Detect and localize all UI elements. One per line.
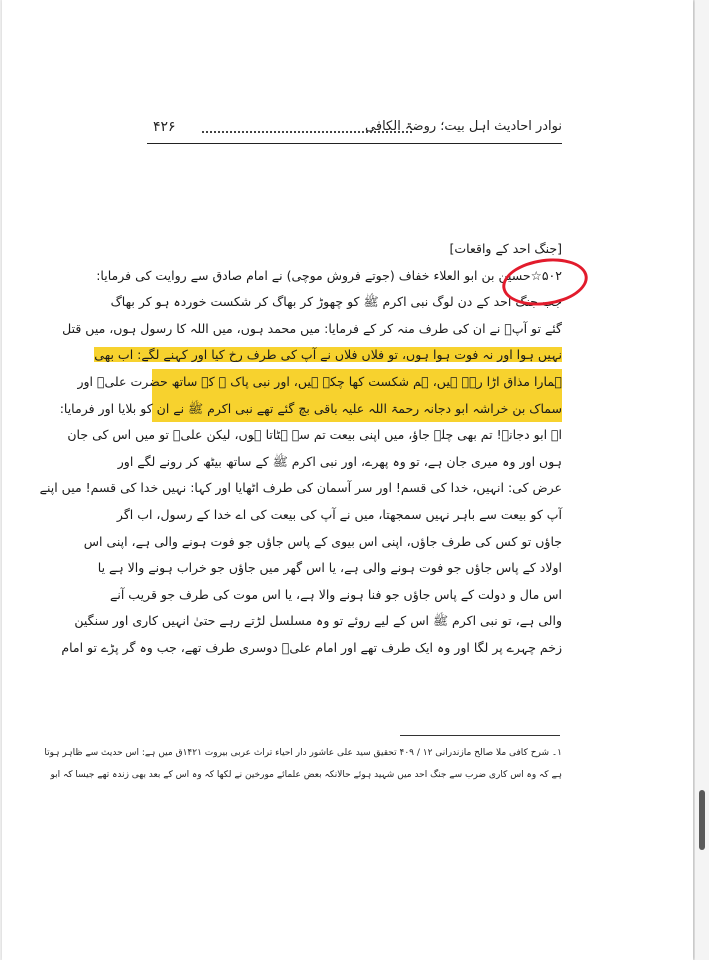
text-line: والی ہے، تو نبی اکرم ﷺ اس کے لیے روئے تو وہ مسلسل لڑتے رہے حتیٰ انہیں کاری اور سنگین <box>74 613 562 629</box>
text-line: عرض کی: انہیں، خدا کی قسم! اور سر آسمان کی طرف اٹھایا اور کہا: نہیں خدا کی قسم! میں اپنے <box>39 480 562 496</box>
text-line: اے ابو دجانہ! تم بھی چلے جاؤ، میں اپنی بیعت تم سے ہٹاتا ہوں، لیکن علیؑ تو میں اس کی جان <box>67 427 562 443</box>
text-line: جب جنگ احد کے دن لوگ نبی اکرم ﷺ کو چھوڑ کر بھاگ کر شکست خوردہ ہو کر بھاگ <box>110 294 562 310</box>
text-line <box>94 342 562 369</box>
text-line: جاؤں تو کس کی طرف جاؤں، اپنی اس بیوی کے پاس جاؤں جو فوت ہونے والی ہے، اپنی اس <box>83 533 562 549</box>
scrollbar-thumb[interactable] <box>699 790 705 850</box>
page-header <box>147 115 562 144</box>
book-page <box>2 0 693 960</box>
header-dot-leader <box>202 131 412 133</box>
running-title: نوادر احادیث اہل بیت؛ روضۃ الکافی <box>365 119 562 134</box>
footnotes <box>44 742 562 786</box>
text-line: ہوں اور وہ میری جان ہے، تو وہ پھرے، اور نبی اکرم ﷺ کے ساتھ بیٹھ کر رونے لگے اور <box>117 453 562 469</box>
text-line: اولاد کے پاس جاؤں جو فوت ہونے والی ہے، یا اس گھر میں جاؤں جو خراب ہونے والا ہے یا <box>97 560 562 576</box>
page-number: ۴۲۶ <box>153 119 176 135</box>
text-line: آپ کو بیعت سے باہر نہیں سمجھتا، میں نے آپ کی بیعت کی اے خدا کے رسول، اب اگر <box>116 506 562 522</box>
highlight: نہیں ہوا اور نہ فوت ہوا ہوں، تو فلاں فلاں نے آپ کی طرف رخ کیا اور کہنے لگے: اب بھی <box>94 347 562 363</box>
text-line: گئے تو آپؐ نے ان کی طرف منہ کر کے فرمایا: میں محمد ہوں، میں اللہ کا رسول ہوں، میں قتل <box>62 320 562 336</box>
text-line-highlighted: سماک بن خراشہ ابو دجانہ رحمۃ اللہ علیہ باقی بچ گئے تھے نبی اکرم ﷺ نے ان کو بلایا اور فرمایا: <box>152 396 562 423</box>
text-line: زخم چہرے پر لگا اور وہ ایک طرف تھے اور امام علیؑ دوسری طرف تھے، جب وہ گر پڑے تو امام <box>61 639 562 655</box>
footnote-divider <box>400 735 560 736</box>
footnote-line: ۱۔ شرح کافی ملا صالح مازندرانی ۱۲ / ۴۰۹ تحقیق سید علی عاشور دار احیاء تراث عربی بیروت ۱۴۲۱ق میں ہے: اس حدیث سے ظاہر ہوتا <box>44 748 562 758</box>
text-line: ۵۰۲☆حسین بن ابو العلاء خفاف (جوتے فروش موچی) نے امام صادق سے روایت کی فرمایا: <box>96 267 562 283</box>
section-heading: [جنگ احد کے واقعات] <box>449 241 562 256</box>
text-line-highlighted: ہمارا مذاق اڑا رہے ہیں، ہم شکست کھا چکے ہیں، اور نبی پاک ﷺ کے ساتھ حضرت علیؑ اور <box>152 369 562 396</box>
footnote-line: ہے کہ وہ اس کاری ضرب سے جنگ احد میں شہید ہوئے حالانکہ بعض علمائے مورخین نے لکھا کہ وہ اس کے بعد بھی زندہ تھے جیسا کہ ابو <box>50 770 562 780</box>
vertical-scrollbar[interactable] <box>695 0 709 960</box>
text-line: اس مال و دولت کے پاس جاؤں جو فنا ہونے والا ہے، یا اس موت کی طرف جو قریب آنے <box>110 586 562 602</box>
body-text <box>39 236 562 662</box>
